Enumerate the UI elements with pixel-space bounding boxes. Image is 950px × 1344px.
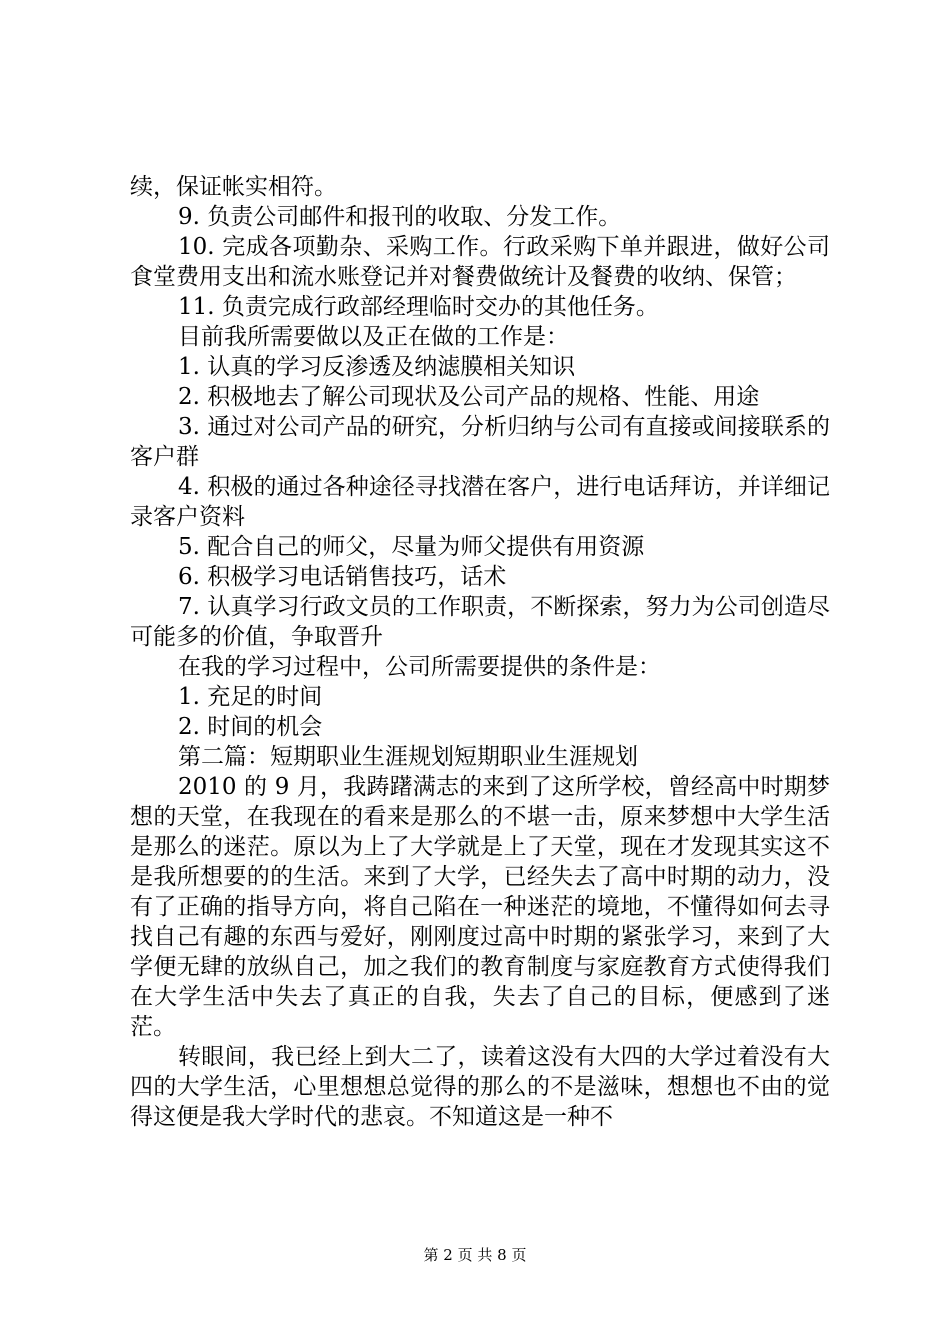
paragraph-18: 转眼间，我已经上到大二了，读着这没有大四的大学过着没有大四的大学生活，心里想想总觉得的那么的不是滋味，想想也不由的觉得这便是我大学时代的悲哀。不知道这是一种不 bbox=[130, 1044, 830, 1130]
paragraph-3: 10. 完成各项勤杂、采购工作。行政采购下单并跟进，做好公司食堂费用支出和流水账登记并对餐费做统计及餐费的收纳、保管； bbox=[130, 234, 830, 290]
paragraph-2: 9. 负责公司邮件和报刊的收取、分发工作。 bbox=[178, 204, 622, 230]
paragraph-7: 2. 积极地去了解公司现状及公司产品的规格、性能、用途 bbox=[178, 384, 760, 410]
paragraph-1: 续，保证帐实相符。 bbox=[130, 174, 337, 200]
paragraph-6: 1. 认真的学习反渗透及纳滤膜相关知识 bbox=[178, 354, 576, 380]
paragraph-13: 在我的学习过程中，公司所需要提供的条件是： bbox=[178, 654, 661, 680]
page-footer: 第 2 页 共 8 页 bbox=[423, 1246, 527, 1264]
paragraph-17: 2010 的 9 月，我踌躇满志的来到了这所学校，曾经高中时期梦想的天堂，在我现在的看来是那么的不堪一击，原来梦想中大学生活是那么的迷茫。原以为上了大学就是上了天堂，现在才发现其实这不是我所想要的的生活。来到了大学，已经失去了高中时期的动力，没有了正确的指导方向，将自己陷在一种迷茫的境地，不懂得如何去寻找自己有趣的东西与爱好，刚刚度过高中时期的紧张学习，来到了大学便无肆的放纵自己，加之我们的教育制度与家庭教育方式使得我们在大学生活中失去了真正的自我，失去了自己的目标，便感到了迷茫。 bbox=[130, 774, 830, 1040]
section-heading: 第二篇：短期职业生涯规划短期职业生涯规划 bbox=[178, 744, 638, 770]
paragraph-9: 4. 积极的通过各种途径寻找潜在客户，进行电话拜访，并详细记录客户资料 bbox=[130, 474, 830, 530]
paragraph-11: 6. 积极学习电话销售技巧，话术 bbox=[178, 564, 507, 590]
paragraph-15: 2. 时间的机会 bbox=[178, 714, 323, 740]
paragraph-4: 11. 负责完成行政部经理临时交办的其他任务。 bbox=[178, 294, 659, 320]
paragraph-5: 目前我所需要做以及正在做的工作是： bbox=[178, 324, 569, 350]
paragraph-8: 3. 通过对公司产品的研究，分析归纳与公司有直接或间接联系的客户群 bbox=[130, 414, 830, 470]
paragraph-14: 1. 充足的时间 bbox=[178, 684, 323, 710]
document-body bbox=[130, 172, 830, 1132]
paragraph-12: 7. 认真学习行政文员的工作职责，不断探索，努力为公司创造尽可能多的价值，争取晋升 bbox=[130, 594, 830, 650]
paragraph-10: 5. 配合自己的师父，尽量为师父提供有用资源 bbox=[178, 534, 645, 560]
